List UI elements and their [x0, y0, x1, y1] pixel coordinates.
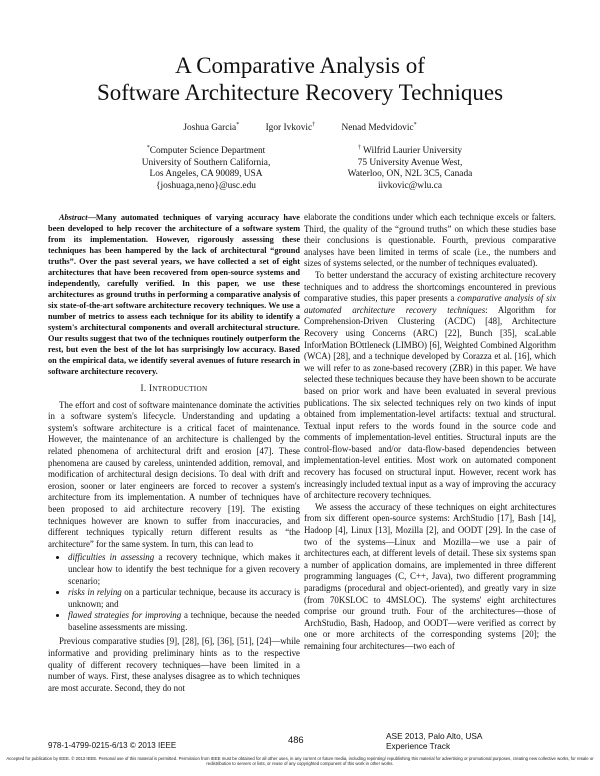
affiliation-usc: *Computer Science Department University of Southern California, Los Angeles, CA 90089, USA {joshuaga,neno}@usc.edu — [141, 145, 271, 191]
footer-isbn: 978-1-4799-0215-6/13 © 2013 IEEE — [48, 741, 177, 750]
author: Nenad Medvidovic* — [341, 122, 417, 134]
footer-conference: ASE 2013, Palo Alto, USA Experience Track — [386, 731, 483, 751]
author-list — [0, 122, 600, 133]
bullet-list — [48, 552, 300, 633]
page-number: 486 — [288, 734, 304, 745]
right-column — [304, 212, 556, 653]
abstract: Abstract—Many automated techniques of varying accuracy have been developed to help recover the architecture of a software system from its implementation. However, rigorously assessing these techniques has been hampered by the lack of architectural “ground truths”. Over the past several years, we have collected a set of eight architectures that have been recovered from open-source systems and independently, carefully verified. In this paper, we use these architectures as ground truths in performing a comparative analysis of six state-of-the-art software architecture recovery techniques. We use a number of metrics to assess each technique for its ability to identify a system's architectural components and overall architectural structure. Our results suggest that two of the techniques routinely outperform the rest, but even the best of the lot has surprisingly low accuracy. Based on the empirical data, we identify several avenues of future research in software architecture recovery. — [48, 213, 300, 376]
section-heading-introduction: I. INTRODUCTION — [140, 383, 208, 393]
title-line-1: A Comparative Analysis of — [175, 53, 425, 78]
copyright-notice: Accepted for publication by IEEE. © 2013 IEEE. Personal use of this material is permitted. Permission from IEEE must be obtained for all other uses, in any current or future media, including reprinting/ republishing this material for advertising or promotional purposes, creating new collective works, for resale or redistribution to servers or lists, or reuse of any copyrighted component of this work in other works. — [6, 756, 594, 767]
intro-paragraph-2: Previous comparative studies [9], [28], [6], [36], [51], [24]—while informative and providing preliminary hints as to the respective quality of different recovery techniques—have been limited in a number of ways. First, these analyses disagree as to which techniques are most accurate. Second, they do not — [48, 636, 300, 693]
author: Igor Ivkovic† — [265, 122, 316, 134]
author: Joshua Garcia* — [183, 122, 240, 134]
affiliation-wlu: † Wilfrid Laurier University 75 University Avenue West, Waterloo, ON, N2L 3C5, Canada iivkovic@wlu.ca — [347, 145, 473, 191]
intro-paragraph-3: To better understand the accuracy of existing architecture recovery techniques and to address the shortcomings encountered in previous comparative studies, this paper presents a comparative analysis of six automated architecture recovery techniques: Algorithm for Comprehension-Driven Clustering (ACDC) [48], Architecture Recovery using Concerns (ARC) [22], Bunch [35], scaLable InforMation BOttleneck (LIMBO) [6], Weighted Combined Algorithm (WCA) [28], and a technique developed by Corazza et al. [16], which we will refer to as zone-based recovery (ZBR) in this paper. We have selected these techniques because they have been shown to be accurate based on prior work and have been evaluated in several previous publications. The six selected techniques rely on two kinds of input obtained from implementation-level artifacts: textual and structural. Textual input refers to the words found in the source code and comments of implementation-level entities. Structural inputs are the control-flow-based and/or data-flow-based dependencies between implementation-level entities. Most work on automated component recovery has focused on structural input. However, recent work has increasingly included textual input as a way of improving the accuracy of architecture recovery techniques. — [304, 269, 556, 501]
intro-paragraph-1: The effort and cost of software maintenance dominate the activities in a software system's lifecycle. Understanding and updating a system's software architecture is a critical facet of maintenance. However, the maintenance of an architecture is challenged by the related phenomena of architectural drift and erosion [47]. These phenomena are caused by careless, unintended addition, removal, and modification of architectural design decisions. To deal with drift and erosion, sooner or later engineers are forced to recover a system's architecture from its implementation. A number of techniques have been proposed to aid architecture recovery [19]. The existing techniques however are known to suffer from inaccuracies, and different techniques typically return different results as “the architecture” for the same system. In turn, this can lead to — [48, 399, 300, 549]
intro-paragraph-2-continued: elaborate the conditions under which each technique excels or falters. Third, the quality of the “ground truths” on which these studies base their conclusions is questionable. Fourth, previous comparative analyses have been limited in terms of scale (i.e., the numbers and sizes of systems selected, or the number of techniques evaluated). — [304, 212, 556, 269]
left-column — [48, 212, 300, 694]
list-item: • difficulties in assessing a recovery technique, which makes it unclear how to identify the best technique for a given recovery scenario; — [68, 552, 300, 587]
title-line-2: Software Architecture Recovery Techniques — [96, 80, 504, 105]
paper-title — [0, 52, 600, 106]
list-item: • flawed strategies for improving a technique, because the needed baseline assessments are missing. — [68, 610, 300, 633]
intro-paragraph-4: We assess the accuracy of these techniques on eight architectures from six different open-source systems: ArchStudio [17], Bash [14], Hadoop [4], Linux [13], Mozilla [2], and OODT [29]. In the case of two of the systems—Linux and Mozilla—we use a pair of architectures each, at different levels of detail. These six systems span a number of application domains, are implemented in three different programming languages (C, C++, Java), two different programming paradigms (procedural and object-oriented), and greatly vary in size (from 70KSLOC to 4MSLOC). The systems' eight architectures comprise our ground truth. Four of the architectures—those of ArchStudio, Bash, Hadoop, and OODT—were verified as correct by one or more architects of the corresponding systems [20]; the remaining four architectures—two each of — [304, 501, 556, 651]
list-item: • risks in relying on a particular technique, because its accuracy is unknown; and — [68, 587, 300, 610]
